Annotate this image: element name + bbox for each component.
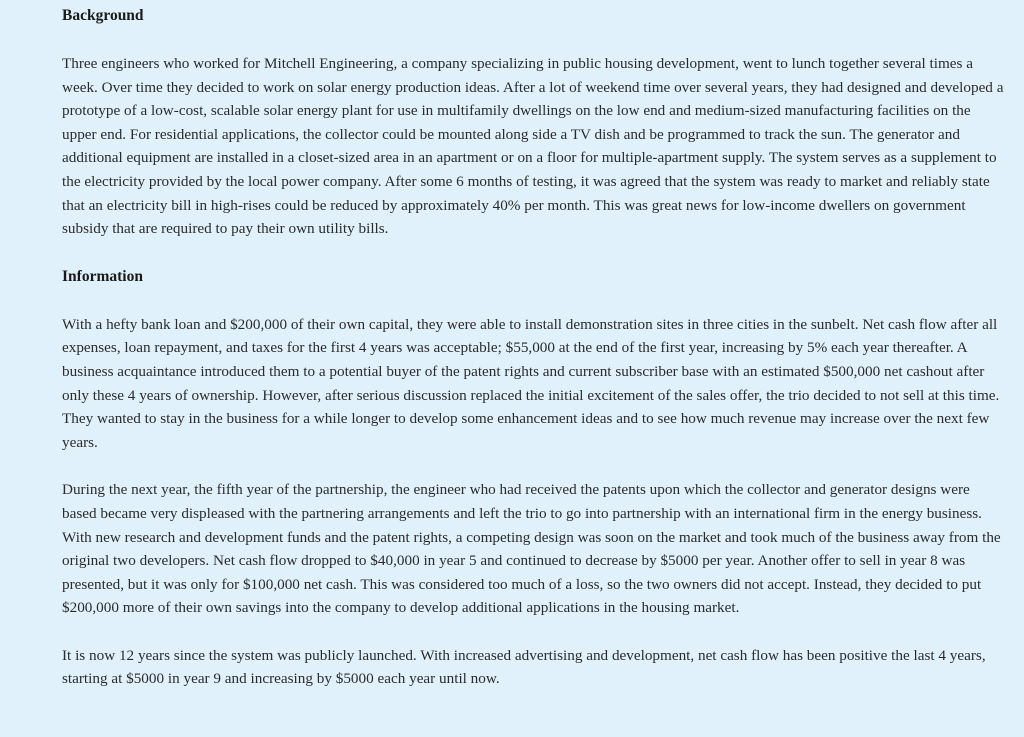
information-paragraph-2: During the next year, the fifth year of the partnership, the engineer who had received the patents upon which the collector and generator designs were based became very displeased with the partnering arrangements and left the trio to go into partnership with an international firm in the energy business. With new research and development funds and the patent rights, a competing design was soon on the market and took much of the business away from the original two developers. Net cash flow dropped to $40,000 in year 5 and continued to decrease by $5000 per year. Another offer to sell in year 8 was presented, but it was only for $100,000 net cash. This was considered too much of a loss, so the two owners did not accept. Instead, they decided to put $200,000 more of their own savings into the company to develop additional applications in the housing market. (62, 481, 1001, 617)
information-paragraph-1: With a hefty bank loan and $200,000 of their own capital, they were able to install demonstration sites in three cities in the sunbelt. Net cash flow after all expenses, loan repayment, and taxes for the first 4 years was acceptable; $55,000 at the end of the first year, increasing by 5% each year thereafter. A business acquaintance introduced them to a potential buyer of the patent rights and current subscriber base with an estimated $500,000 net cashout after only these 4 years of ownership. However, after serious discussion replaced the initial excitement of the sales offer, the trio decided to not sell at this time. They wanted to stay in the business for a while longer to develop some enhancement ideas and to see how much revenue may increase over the next few years. (62, 315, 1000, 451)
heading-background: Background (62, 7, 144, 24)
information-paragraph-3: It is now 12 years since the system was publicly launched. With increased advertising and development, net cash flow has been positive the last 4 years, starting at $5000 in year 9 and increasing by $5000 each year until now. (62, 646, 986, 688)
heading-information: Information (62, 267, 143, 285)
background-paragraph: Three engineers who worked for Mitchell Engineering, a company specializing in public housing development, went to lunch together several times a week. Over time they decided to work on solar energy production ideas. After a lot of weekend time over several years, they had designed and developed a prototype of a low-cost, scalable solar energy plant for use in multifamily dwellings on the low end and medium-sized manufacturing facilities on the upper end. For residential applications, the collector could be mounted along side a TV dish and be programmed to track the sun. The generator and additional equipment are installed in a closet-sized area in an apartment or on a floor for multiple-apartment supply. The system serves as a supplement to the electricity provided by the local power company. After some 6 months of testing, it was agreed that the system was ready to market and reliably state that an electricity bill in high-rises could be reduced by approximately 40% per month. This was great news for low-income dwellers on government subsidy that are required to pay their own utility bills. (62, 55, 1004, 238)
